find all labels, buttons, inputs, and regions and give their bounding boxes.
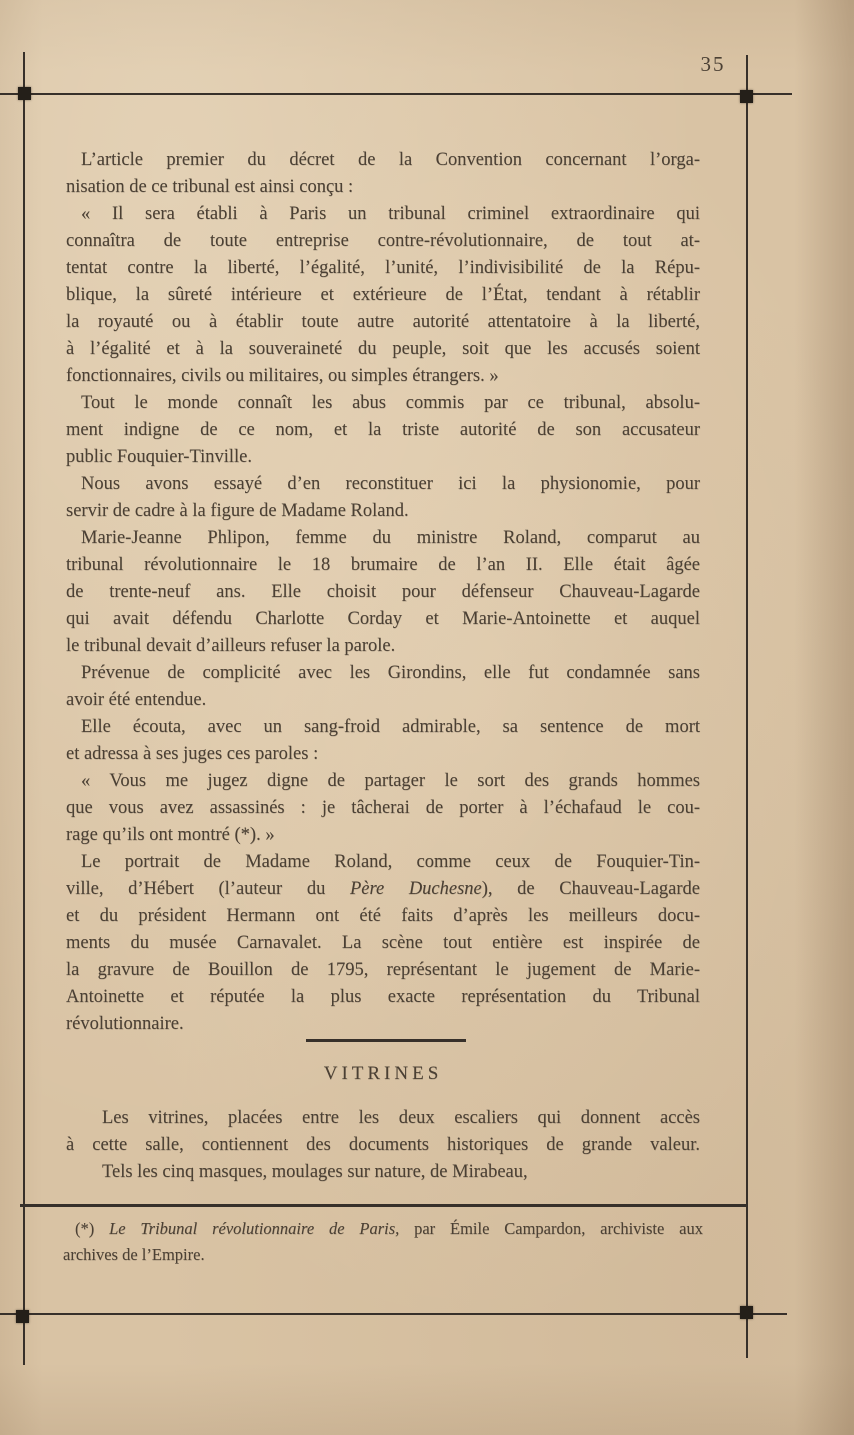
- text-line: [66, 228, 700, 255]
- section-heading: VITRINES: [323, 1063, 443, 1084]
- corner-ornament-icon: [16, 1310, 29, 1323]
- text-line: [66, 876, 700, 903]
- text-line: [66, 633, 700, 660]
- text-line: [66, 525, 700, 552]
- footnote-rule: [20, 1204, 746, 1207]
- frame-rule-left: [23, 52, 25, 1365]
- text-run: le tribunal devait d’ailleurs refuser la parole.: [66, 636, 396, 656]
- vitrines-text: [66, 1105, 700, 1186]
- text-run: et du président Hermann ont été faits d’après les meilleurs docu-: [66, 906, 700, 926]
- text-line: [66, 606, 700, 633]
- text-line: [66, 444, 700, 471]
- italic-text-run: Père Duchesne: [349, 879, 482, 899]
- text-line: [66, 930, 700, 957]
- text-line: [66, 174, 700, 201]
- text-run: fonctionnaires, civils ou militaires, ou simples étrangers. »: [66, 366, 499, 386]
- text-run: par Émile Campardon, archiviste aux: [399, 1219, 703, 1238]
- text-line: [66, 417, 700, 444]
- text-run: Les vitrines, placées entre les deux escaliers qui donnent accès: [102, 1108, 700, 1128]
- corner-ornament-icon: [740, 90, 753, 103]
- text-run: Antoinette et réputée la plus exacte représentation du Tribunal: [66, 987, 700, 1007]
- text-run: Marie-Jeanne Phlipon, femme du ministre Roland, comparut au: [81, 528, 700, 548]
- text-line: [66, 282, 700, 309]
- frame-rule-right: [746, 55, 748, 1358]
- text-line: [66, 579, 700, 606]
- text-run: avoir été entendue.: [66, 690, 207, 710]
- text-run: tribunal révolutionnaire le 18 brumaire de l’an II. Elle était âgée: [66, 555, 700, 575]
- text-line: [66, 714, 700, 741]
- text-run: à cette salle, contiennent des documents historiques de grande valeur.: [66, 1135, 700, 1155]
- text-run: blique, la sûreté intérieure et extérieure de l’État, tendant à rétablir: [66, 285, 700, 305]
- text-run: Nous avons essayé d’en reconstituer ici la physionomie, pour: [81, 474, 700, 494]
- text-run: Elle écouta, avec un sang-froid admirable, sa sentence de mort: [81, 717, 700, 737]
- text-run: servir de cadre à la figure de Madame Roland.: [66, 501, 409, 521]
- text-run: (*): [75, 1219, 110, 1238]
- text-run: ment indigne de ce nom, et la triste autorité de son accusateur: [66, 420, 700, 440]
- frame-rule-top: [0, 93, 792, 95]
- text-line: [66, 984, 700, 1011]
- text-run: ville, d’Hébert (l’auteur du: [66, 879, 350, 899]
- text-line: [66, 660, 700, 687]
- text-line: [66, 687, 700, 714]
- text-line: [66, 309, 700, 336]
- text-run: L’article premier du décret de la Convention concernant l’orga-: [81, 150, 700, 170]
- text-line: [66, 795, 700, 822]
- text-line: [66, 363, 700, 390]
- text-run: ments du musée Carnavalet. La scène tout entière est inspirée de: [66, 933, 700, 953]
- text-run: qui avait défendu Charlotte Corday et Marie-Antoinette et auquel: [66, 609, 700, 629]
- text-line: [66, 390, 700, 417]
- italic-text-run: Le Tribunal révolutionnaire de Paris,: [109, 1219, 400, 1238]
- text-line: [66, 1011, 700, 1038]
- page-number: 35: [700, 52, 726, 76]
- text-run: révolutionnaire.: [66, 1014, 184, 1034]
- text-run: nisation de ce tribunal est ainsi conçu :: [66, 177, 354, 197]
- corner-ornament-icon: [18, 87, 31, 100]
- text-line: [63, 1216, 703, 1242]
- text-run: la gravure de Bouillon de 1795, représentant le jugement de Marie-: [66, 960, 700, 980]
- text-run: tentat contre la liberté, l’égalité, l’unité, l’indivisibilité de la Répu-: [66, 258, 700, 278]
- text-line: [66, 849, 700, 876]
- text-run: à l’égalité et à la souveraineté du peuple, soit que les accusés soient: [66, 339, 700, 359]
- text-line: [66, 255, 700, 282]
- text-run: public Fouquier-Tinville.: [66, 447, 253, 467]
- text-run: archives de l’Empire.: [63, 1245, 205, 1264]
- text-line: [66, 336, 700, 363]
- text-line: [66, 147, 700, 174]
- text-line: [66, 471, 700, 498]
- footnote-text: [63, 1216, 703, 1268]
- corner-ornament-icon: [740, 1306, 753, 1319]
- section-divider: [306, 1039, 466, 1042]
- text-run: Le portrait de Madame Roland, comme ceux de Fouquier-Tin-: [81, 852, 700, 872]
- text-run: que vous avez assassinés : je tâcherai de porter à l’échafaud le cou-: [66, 798, 700, 818]
- text-run: Prévenue de complicité avec les Girondins, elle fut condamnée sans: [81, 663, 700, 683]
- text-run: « Il sera établi à Paris un tribunal criminel extraordinaire qui: [81, 204, 700, 224]
- text-run: la royauté ou à établir toute autre autorité attentatoire à la liberté,: [66, 312, 700, 332]
- text-run: Tels les cinq masques, moulages sur nature, de Mirabeau,: [102, 1162, 528, 1182]
- text-line: [63, 1242, 703, 1268]
- text-run: ), de Chauveau-Lagarde: [481, 879, 700, 899]
- text-line: [66, 822, 700, 849]
- main-text: [66, 147, 700, 1038]
- text-line: [66, 741, 700, 768]
- text-line: [66, 768, 700, 795]
- frame-rule-bottom: [0, 1313, 787, 1315]
- text-run: de trente-neuf ans. Elle choisit pour défenseur Chauveau-Lagarde: [66, 582, 700, 602]
- text-run: connaîtra de toute entreprise contre-révolutionnaire, de tout at-: [66, 231, 700, 251]
- text-line: [66, 498, 700, 525]
- text-line: [66, 201, 700, 228]
- text-line: [66, 1159, 700, 1186]
- text-line: [66, 903, 700, 930]
- text-run: « Vous me jugez digne de partager le sort des grands hommes: [81, 771, 700, 791]
- text-run: et adressa à ses juges ces paroles :: [66, 744, 319, 764]
- text-run: rage qu’ils ont montré (*). »: [66, 825, 275, 845]
- text-line: [66, 957, 700, 984]
- text-line: [66, 552, 700, 579]
- text-line: [66, 1105, 700, 1132]
- text-run: Tout le monde connaît les abus commis par ce tribunal, absolu-: [81, 393, 700, 413]
- text-line: [66, 1132, 700, 1159]
